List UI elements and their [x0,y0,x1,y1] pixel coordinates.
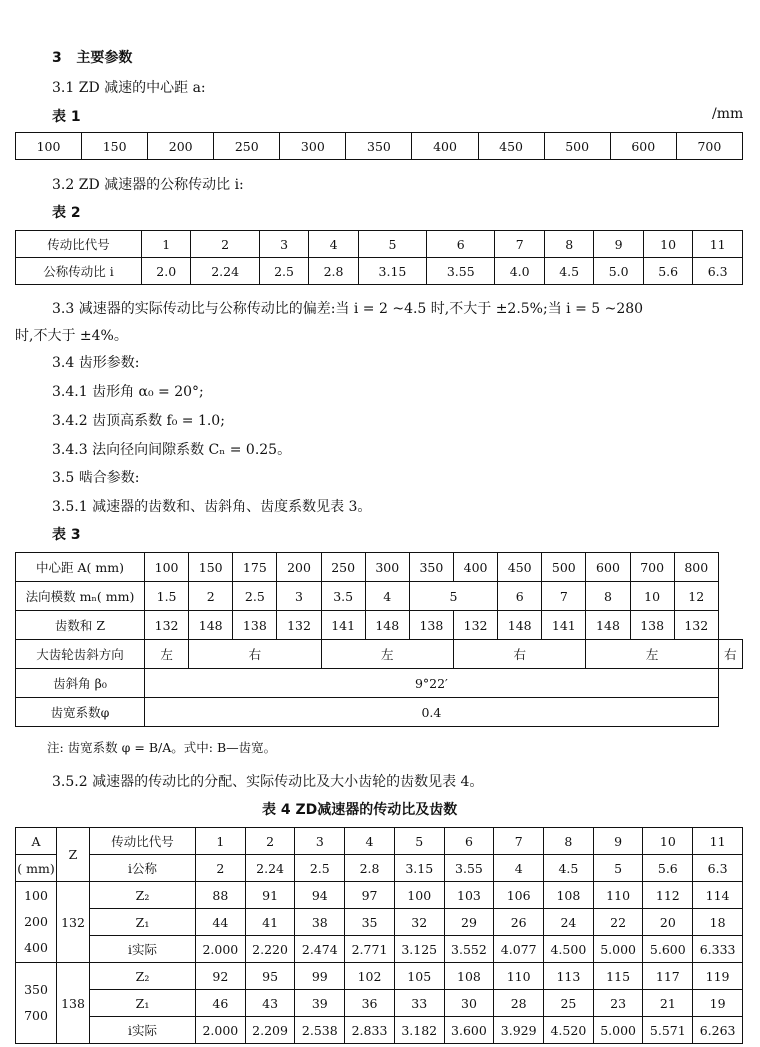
table-cell: 36 [345,990,395,1017]
table-cell: 114 [693,882,743,909]
table-cell: 132 [145,611,189,640]
table-cell: 1.5 [145,582,189,611]
table-cell: 3.600 [444,1017,494,1044]
table-cell: 21 [643,990,693,1017]
table-cell: 8 [544,828,594,855]
table-cell: 4.5 [544,855,594,882]
table-cell: 150 [82,133,148,160]
table-cell: 250 [214,133,280,160]
table-cell: 5.571 [643,1017,693,1044]
clause-3-3: 3.3 减速器的实际传动比与公称传动比的偏差:当 i = 2 ~4.5 时,不大于 ±2.5%;当 i = 5 ~280 [52,301,644,317]
table-cell: 5.000 [593,1017,643,1044]
table-cell: 600 [586,553,630,582]
table-cell: 2.833 [345,1017,395,1044]
table-cell: 6 [427,231,495,258]
table-cell: 300 [280,133,346,160]
z-value: 138 [57,963,90,1044]
table-cell: 113 [544,963,594,990]
table-cell: 30 [444,990,494,1017]
table-cell: 138 [630,611,674,640]
table-4 [15,827,743,1044]
row-header: Z₁ [90,909,196,936]
table-cell: 250 [321,553,365,582]
table-cell: 6.263 [693,1017,743,1044]
table-cell: 150 [189,553,233,582]
table-row [16,855,743,882]
row-header: Z₂ [90,882,196,909]
table-cell: 148 [586,611,630,640]
table-2 [15,230,743,285]
table-cell: 4 [494,855,544,882]
table-cell: 10 [630,582,674,611]
table-cell: 9 [593,828,643,855]
table-row [16,258,743,285]
table-cell: 300 [365,553,409,582]
row-header: 齿斜角 β₀ [16,669,145,698]
table-row [16,936,743,963]
table-cell: 3 [259,231,308,258]
table-cell: 5 [409,582,497,611]
table-cell: 41 [245,909,295,936]
table-cell: 3 [277,582,321,611]
table-cell: 6 [444,828,494,855]
table-row [16,133,743,160]
table-cell: 500 [544,133,610,160]
table-cell: 132 [277,611,321,640]
table-cell: 20 [643,909,693,936]
table-cell: 左 [145,640,189,669]
table-cell: 2.5 [295,855,345,882]
header-z: Z [57,828,90,882]
table-cell: 700 [630,553,674,582]
clause-3-5-1: 3.5.1 减速器的齿数和、齿斜角、齿度系数见表 3。 [52,499,372,515]
table-row [16,828,743,855]
table-cell: 7 [494,828,544,855]
table-row [16,553,743,582]
table-cell: 100 [145,553,189,582]
table-row [16,611,743,640]
table-cell: 46 [196,990,246,1017]
table-cell: 800 [674,553,718,582]
table-cell: 32 [394,909,444,936]
table-cell: 6.333 [693,936,743,963]
header-mm: ( mm) [16,855,57,882]
table-row [16,582,743,611]
table-row [16,231,743,258]
table-cell: 2.8 [309,258,358,285]
table-cell: 5.6 [643,855,693,882]
table4-title: 表 4 ZD减速器的传动比及齿数 [262,802,458,818]
a-values: 100 200 400 [16,882,57,963]
section-heading: 3 主要参数 [52,50,133,66]
table-cell: 500 [542,553,586,582]
clause-3-5-2: 3.5.2 减速器的传动比的分配、实际传动比及大小齿轮的齿数见表 4。 [52,774,484,790]
table-cell: 450 [498,553,542,582]
row-header: 齿数和 Z [16,611,145,640]
table-cell: 右 [718,640,742,669]
table-cell: 6.3 [693,855,743,882]
table-cell: 2.538 [295,1017,345,1044]
table-1 [15,132,743,160]
table-cell: 350 [409,553,453,582]
table-cell: 4.520 [544,1017,594,1044]
table-cell: 22 [593,909,643,936]
table-cell: 24 [544,909,594,936]
row-header: 传动比代号 [16,231,142,258]
row-header: Z₁ [90,990,196,1017]
table-cell: 138 [233,611,277,640]
table-cell: 35 [345,909,395,936]
clause-3-3-cont: 时,不大于 ±4%。 [15,328,128,344]
table3-note: 注: 齿宽系数 φ = B/A。式中: B—齿宽。 [47,740,277,755]
table-cell: 33 [394,990,444,1017]
table-cell: 10 [643,231,692,258]
clause-3-2: 3.2 ZD 减速器的公称传动比 i: [52,177,244,193]
table-cell: 3 [295,828,345,855]
row-header: Z₂ [90,963,196,990]
table-cell: 148 [498,611,542,640]
row-header: 公称传动比 i [16,258,142,285]
table-cell: 10 [643,828,693,855]
table-cell: 3.182 [394,1017,444,1044]
table-row [16,909,743,936]
row-header: 传动比代号 [90,828,196,855]
table-cell: 18 [693,909,743,936]
table-cell: 92 [196,963,246,990]
table-row [16,669,743,698]
table-cell: 175 [233,553,277,582]
table-cell: 29 [444,909,494,936]
table-row [16,963,743,990]
table-cell: 0.4 [145,698,719,727]
table-cell: 450 [478,133,544,160]
table-cell: 4.077 [494,936,544,963]
table-cell: 5.600 [643,936,693,963]
table-cell: 117 [643,963,693,990]
table-cell: 5 [593,855,643,882]
table-cell: 97 [345,882,395,909]
clause-3-4-3: 3.4.3 法向径向间隙系数 Cₙ = 0.25。 [52,442,292,458]
table-cell: 2.209 [245,1017,295,1044]
table-cell: 3.929 [494,1017,544,1044]
row-header: i实际 [90,936,196,963]
table-cell: 3.15 [358,258,426,285]
table-cell: 141 [542,611,586,640]
table-cell: 105 [394,963,444,990]
row-header: 大齿轮齿斜方向 [16,640,145,669]
table-cell: 148 [365,611,409,640]
table-cell: 左 [586,640,718,669]
table-cell: 2.8 [345,855,395,882]
table-cell: 5 [358,231,426,258]
table-cell: 右 [453,640,585,669]
table-cell: 200 [277,553,321,582]
table-cell: 600 [610,133,676,160]
row-header: 中心距 A( mm) [16,553,145,582]
table-cell: 4 [365,582,409,611]
table-cell: 43 [245,990,295,1017]
table-cell: 400 [412,133,478,160]
table-cell: 3.5 [321,582,365,611]
table1-unit: /mm [712,106,744,122]
table-cell: 3.55 [427,258,495,285]
table2-label: 表 2 [52,205,81,221]
table-cell: 6 [498,582,542,611]
table-cell: 5.000 [593,936,643,963]
table-cell: 108 [544,882,594,909]
table-cell: 2.000 [196,1017,246,1044]
table-cell: 2.771 [345,936,395,963]
table-cell: 4.5 [544,258,593,285]
table-cell: 102 [345,963,395,990]
table-cell: 2 [189,582,233,611]
table-cell: 2.474 [295,936,345,963]
table-cell: 2 [196,855,246,882]
table-cell: 23 [593,990,643,1017]
table-cell: 2.5 [233,582,277,611]
table-cell: 141 [321,611,365,640]
clause-3-4-1: 3.4.1 齿形角 α₀ = 20°; [52,384,204,400]
table-cell: 106 [494,882,544,909]
header-a: A [16,828,57,855]
table-cell: 94 [295,882,345,909]
table-row [16,882,743,909]
table-cell: 99 [295,963,345,990]
table-cell: 5.6 [643,258,692,285]
table-cell: 12 [674,582,718,611]
table-cell: 138 [409,611,453,640]
table-cell: 19 [693,990,743,1017]
table-cell: 100 [394,882,444,909]
table-cell: 200 [148,133,214,160]
table-cell: 3.15 [394,855,444,882]
table-cell: 1 [142,231,191,258]
a-values: 350 700 [16,963,57,1044]
table-cell: 108 [444,963,494,990]
table-cell: 2.220 [245,936,295,963]
table-cell: 28 [494,990,544,1017]
table-cell: 1 [196,828,246,855]
table-cell: 700 [676,133,742,160]
clause-3-4: 3.4 齿形参数: [52,355,140,371]
table-row [16,1017,743,1044]
table-cell: 3.552 [444,936,494,963]
table-cell: 38 [295,909,345,936]
table-cell: 5 [394,828,444,855]
table-cell: 7 [542,582,586,611]
table3-label: 表 3 [52,527,81,543]
table-cell: 2.000 [196,936,246,963]
table-cell: 2.24 [245,855,295,882]
row-header: 法向模数 mₙ( mm) [16,582,145,611]
row-header: i实际 [90,1017,196,1044]
table-row [16,990,743,1017]
table-row [16,640,743,669]
table-cell: 88 [196,882,246,909]
table-cell: 400 [453,553,497,582]
table-cell: 5.0 [594,258,643,285]
table-cell: 7 [495,231,544,258]
table-cell: 11 [693,828,743,855]
table-cell: 44 [196,909,246,936]
table1-label: 表 1 [52,109,81,125]
table-cell: 110 [593,882,643,909]
table-cell: 148 [189,611,233,640]
table-cell: 左 [321,640,453,669]
table-cell: 2.0 [142,258,191,285]
table-cell: 11 [693,231,743,258]
table-cell: 2 [191,231,259,258]
table-cell: 4.500 [544,936,594,963]
table-cell: 8 [586,582,630,611]
table-cell: 3.125 [394,936,444,963]
clause-3-4-2: 3.4.2 齿顶高系数 f₀ = 1.0; [52,413,225,429]
table-cell: 132 [453,611,497,640]
table-cell: 8 [544,231,593,258]
table-cell: 2.24 [191,258,259,285]
table-cell: 9°22′ [145,669,719,698]
table-cell: 100 [16,133,82,160]
table-cell: 2 [245,828,295,855]
table-cell: 91 [245,882,295,909]
table-cell: 115 [593,963,643,990]
table-cell: 103 [444,882,494,909]
table-cell: 39 [295,990,345,1017]
table-cell: 9 [594,231,643,258]
table-cell: 右 [189,640,321,669]
table-cell: 110 [494,963,544,990]
table-cell: 4 [345,828,395,855]
table-row [16,698,743,727]
table-3 [15,552,743,727]
table-cell: 4 [309,231,358,258]
table-cell: 25 [544,990,594,1017]
table-cell: 6.3 [693,258,743,285]
table-cell: 132 [674,611,718,640]
table-cell: 112 [643,882,693,909]
table-cell: 95 [245,963,295,990]
z-value: 132 [57,882,90,963]
row-header: 齿宽系数φ [16,698,145,727]
clause-3-1: 3.1 ZD 减速的中心距 a: [52,80,206,96]
table-cell: 119 [693,963,743,990]
table-cell: 2.5 [259,258,308,285]
row-header: i公称 [90,855,196,882]
table-cell: 26 [494,909,544,936]
clause-3-5: 3.5 啮合参数: [52,470,140,486]
table-cell: 4.0 [495,258,544,285]
table-cell: 3.55 [444,855,494,882]
table-cell: 350 [346,133,412,160]
